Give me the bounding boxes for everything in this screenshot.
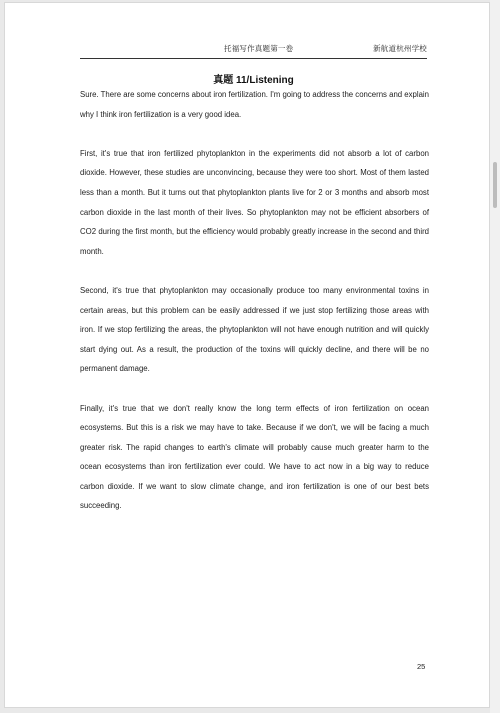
document-page xyxy=(4,2,490,708)
header-book-title: 托福写作真题第一卷 xyxy=(224,44,294,53)
page-header xyxy=(80,42,427,59)
paragraph-third-point: Finally, it's true that we don't really know the long term effects of iron fertilization on ocean ecosystems. But this is a risk we may have to take. Because if we don't, we will be facing a much greater risk. The rapid changes to earth's climate will probably cause much greater harm to the ocean ecosystems than iron fertilization ever could. We have to act now in a big way to reduce carbon dioxide. If we want to slow climate change, and iron fertilization is one of our best bets succeeding. xyxy=(80,403,429,511)
document-body xyxy=(80,85,429,536)
page-number: 25 xyxy=(417,662,426,671)
header-school-name: 新航道杭州学校 xyxy=(373,44,427,53)
vertical-scrollbar[interactable] xyxy=(490,0,500,713)
page-title: 真题 11/Listening xyxy=(213,75,294,86)
paragraph-second-point: Second, it's true that phytoplankton may occasionally produce too many environmental toxins in certain areas, but this problem can be easily addressed if we just stop fertilizing those areas with iron. If we stop fertilizing the areas, the phytoplankton will not have enough nutrition and will quickly start dying out. As a result, the production of the toxins will quickly decline, and there will be no permanent damage. xyxy=(80,285,429,374)
scrollbar-thumb[interactable] xyxy=(493,162,497,208)
paragraph-first-point: First, it's true that iron fertilized phytoplankton in the experiments did not absorb a lot of carbon dioxide. However, these studies are unconvincing, because they were too short. Most of them lasted less than a month. But it turns out that phytoplankton plants live for 2 or 3 months and absorb most carbon dioxide in the last month of their lives. So phytoplankton may not be efficient absorbers of CO2 during the first month, but the efficiency would probably greatly increase in the second and third month. xyxy=(80,148,429,256)
paragraph-intro: Sure. There are some concerns about iron fertilization. I'm going to address the concerns and explain why I think iron fertilization is a very good idea. xyxy=(80,90,429,119)
